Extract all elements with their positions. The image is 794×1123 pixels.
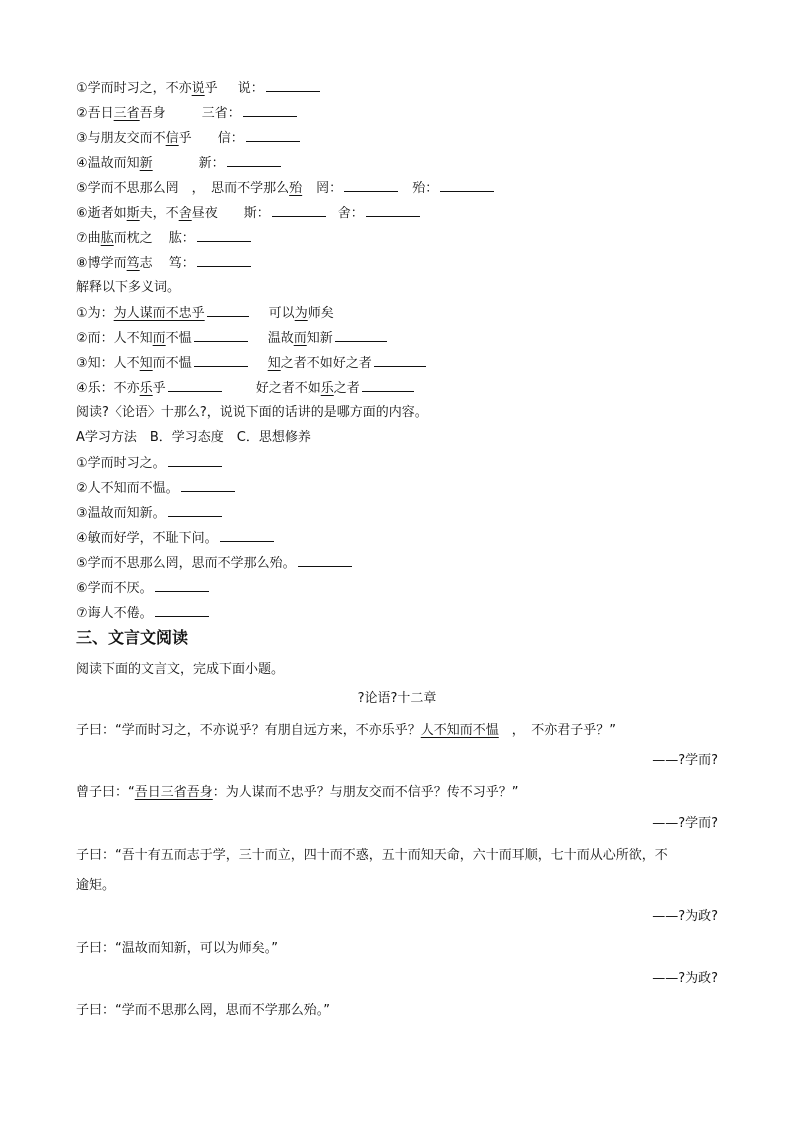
answer-blank[interactable]	[335, 330, 387, 342]
answer-blank[interactable]	[227, 155, 281, 167]
passage-source-2: ——?学而?	[652, 816, 718, 831]
vocab-item-3: ③与朋友交而不信乎 信：	[76, 130, 300, 147]
passage-paragraph-2: 曾子曰：“吾日三省吾身：为人谋而不忠乎？与朋友交而不信乎？传不习乎？”	[76, 785, 519, 800]
answer-blank[interactable]	[155, 605, 209, 617]
answer-blank[interactable]	[168, 455, 222, 467]
answer-blank[interactable]	[362, 380, 414, 392]
passage-title: ?论语?十二章	[357, 691, 437, 706]
reading-question-title: 阅读?〈论语〉十那么?，说说下面的话讲的是哪方面的内容。	[76, 405, 428, 420]
reading-item-6: ⑥学而不厌。	[76, 580, 209, 597]
polysemy-item-1: ①为：为人谋而不忠乎 可以为师矣	[76, 306, 334, 321]
section-heading: 三、文言文阅读	[76, 628, 189, 647]
answer-blank[interactable]	[197, 255, 251, 267]
passage-source-1: ——?学而?	[652, 753, 718, 768]
vocab-item-5: ⑤学而不思那么罔 ， 思而不学那么殆 罔： 殆：	[76, 180, 494, 197]
answer-blank[interactable]	[197, 230, 251, 242]
reading-item-7: ⑦诲人不倦。	[76, 605, 209, 622]
answer-blank[interactable]	[344, 180, 398, 192]
vocab-item-4: ④温故而知新 新：	[76, 155, 281, 172]
section-instruction: 阅读下面的文言文，完成下面小题。	[76, 662, 285, 677]
reading-item-2: ②人不知而不愠。	[76, 480, 235, 497]
passage-paragraph-5: 子曰：“学而不思那么罔，思而不学那么殆。”	[76, 1003, 330, 1018]
vocab-item-7: ⑦曲肱而枕之 肱：	[76, 230, 251, 247]
passage-paragraph-3-line-1: 子曰：“吾十有五而志于学，三十而立，四十而不惑，五十而知天命，六十而耳顺，七十而从心所欲，不	[76, 848, 668, 863]
passage-paragraph-3-line-2: 逾矩。	[76, 878, 116, 893]
polysemy-title: 解释以下多义词。	[76, 280, 181, 295]
reading-item-1: ①学而时习之。	[76, 455, 222, 472]
reading-item-3: ③温故而知新。	[76, 505, 222, 522]
answer-blank[interactable]	[374, 355, 426, 367]
passage-source-4: ——?为政?	[652, 971, 718, 986]
answer-blank[interactable]	[194, 330, 248, 342]
answer-blank[interactable]	[155, 580, 209, 592]
answer-blank[interactable]	[207, 305, 249, 317]
answer-blank[interactable]	[298, 555, 352, 567]
answer-blank[interactable]	[440, 180, 494, 192]
reading-item-5: ⑤学而不思那么罔，思而不学那么殆。	[76, 555, 352, 572]
polysemy-item-3: ③知：人不知而不愠 知之者不如好之者	[76, 355, 426, 372]
polysemy-item-2: ②而：人不知而不愠 温故而知新	[76, 330, 387, 347]
vocab-item-8: ⑧博学而笃志 笃：	[76, 255, 251, 272]
answer-blank[interactable]	[243, 105, 297, 117]
passage-paragraph-1: 子曰：“学而时习之，不亦说乎？有朋自远方来，不亦乐乎？人不知而不愠 ， 不亦君子乎？”	[76, 723, 617, 738]
answer-blank[interactable]	[366, 205, 420, 217]
reading-item-4: ④敏而好学，不耻下问。	[76, 530, 274, 547]
passage-source-3: ——?为政?	[652, 909, 718, 924]
answer-blank[interactable]	[220, 530, 274, 542]
vocab-item-6: ⑥逝者如斯夫，不舍昼夜 斯： 舍：	[76, 205, 420, 222]
vocab-item-1: ①学而时习之，不亦说乎 说：	[76, 80, 320, 97]
passage-paragraph-4: 子曰：“温故而知新，可以为师矣。”	[76, 941, 278, 956]
answer-blank[interactable]	[194, 355, 248, 367]
answer-blank[interactable]	[168, 505, 222, 517]
reading-options: A学习方法 B．学习态度 C．思想修养	[76, 430, 311, 445]
answer-blank[interactable]	[272, 205, 326, 217]
answer-blank[interactable]	[181, 480, 235, 492]
answer-blank[interactable]	[266, 80, 320, 92]
polysemy-item-4: ④乐：不亦乐乎 好之者不如乐之者	[76, 380, 414, 397]
answer-blank[interactable]	[246, 130, 300, 142]
answer-blank[interactable]	[168, 380, 222, 392]
vocab-item-2: ②吾日三省吾身 三省：	[76, 105, 297, 122]
